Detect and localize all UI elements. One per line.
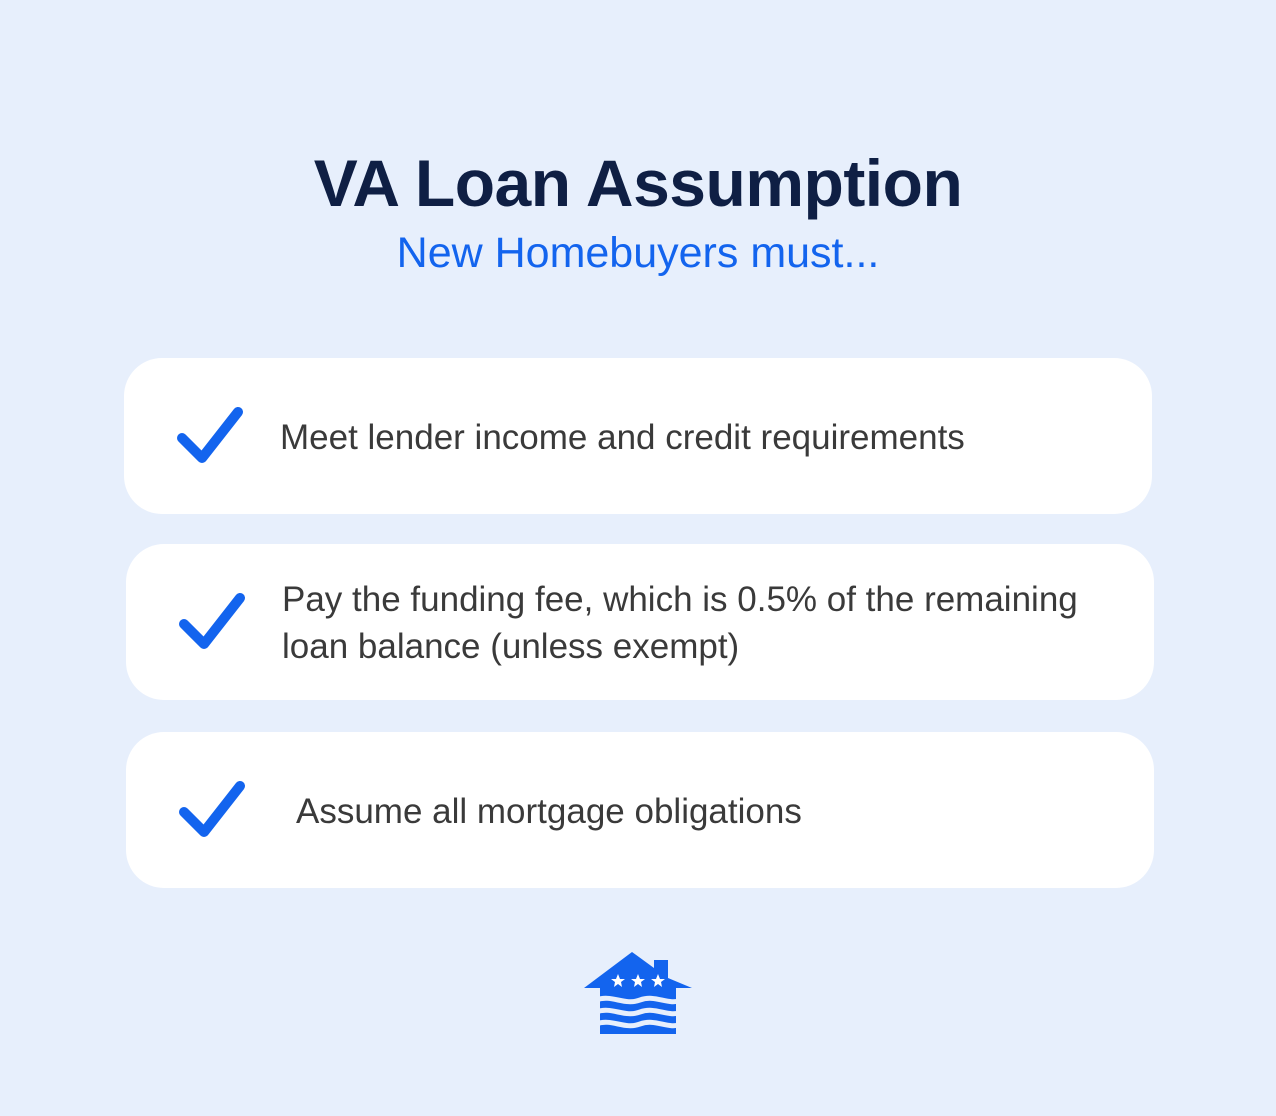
page-subtitle: New Homebuyers must... [396, 229, 880, 277]
page-title: VA Loan Assumption [313, 146, 963, 220]
requirement-text: Assume all mortgage obligations [296, 792, 802, 831]
checkmark-icon [176, 406, 244, 466]
checkmark-icon [178, 592, 246, 652]
requirement-card [126, 732, 1154, 888]
checkmark-icon [178, 780, 246, 840]
requirement-card [124, 358, 1152, 514]
requirement-text: Pay the funding fee, which is 0.5% of the remaining loan balance (unless exempt) [282, 580, 1078, 666]
requirement-card [126, 544, 1154, 700]
house-stars-logo-icon [582, 950, 694, 1038]
requirement-text: Meet lender income and credit requirements [280, 418, 965, 457]
